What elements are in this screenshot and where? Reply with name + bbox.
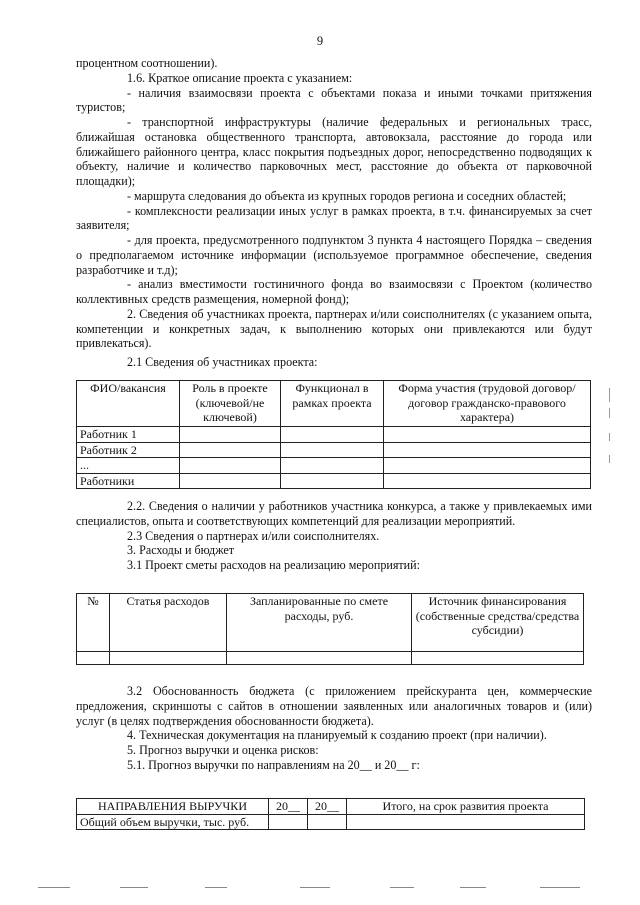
table-header: Итого, на срок развития проекта xyxy=(347,799,585,815)
paragraph: 1.6. Краткое описание проекта с указанием: xyxy=(127,70,353,85)
table-header: 20__ xyxy=(269,799,308,815)
table-cell: Работник 1 xyxy=(77,427,180,443)
page-number: 9 xyxy=(316,34,324,48)
table-header: Форма участия (трудовой договор/договор гражданско-правового характера) xyxy=(384,381,591,427)
table-row xyxy=(77,652,584,665)
paragraph: 5. Прогноз выручки и оценка рисков: xyxy=(127,743,319,757)
body-text xyxy=(76,56,592,370)
paragraph: - маршрута следования до объекта из крупных городов региона и соседних областей; xyxy=(127,188,567,203)
scan-margin-mark xyxy=(609,433,610,441)
paragraph: 4. Техническая документация на планируемый к созданию проект (при наличии). xyxy=(127,728,547,743)
scan-margin-mark xyxy=(609,455,610,463)
paragraph: процентном соотношении). xyxy=(76,56,218,70)
table-header: Источник финансирования (собственные средства/средства субсидии) xyxy=(412,594,584,652)
paragraph: 2.2. Сведения о наличии у работников участника конкурса, а также у привлекаемых ими специалистов, опыта и соответствующих компетенций для реализации мероприятий. xyxy=(76,499,592,528)
body-text xyxy=(76,499,592,573)
scan-noise-line xyxy=(390,887,414,888)
scan-noise-line xyxy=(300,887,330,888)
table-cell: Общий объем выручки, тыс. руб. xyxy=(77,814,269,830)
table-row xyxy=(77,458,591,474)
paragraph: - для проекта, предусмотренного подпунктом 3 пункта 4 настоящего Порядка – сведения о предполагаемом источнике информации (используемое программное обеспечение, сведения разработчике и т.д); xyxy=(76,233,592,277)
table-header: Роль в проекте (ключевой/не ключевой) xyxy=(180,381,281,427)
table-header: № xyxy=(77,594,110,652)
table-header: 20__ xyxy=(308,799,347,815)
revenue-table xyxy=(76,798,585,830)
subsection-heading: 2.1 Сведения об участниках проекта: xyxy=(127,355,318,369)
section-heading: 2. Сведения об участниках проекта, партнерах и/или соисполнителях (с указанием опыта, компетенции и конкретных задач, к выполнению которых они привлекаются или будут привлекаться). xyxy=(76,306,592,351)
paragraph: - наличия взаимосвязи проекта с объектами показа и иными точками притяжения туристов; xyxy=(76,85,592,115)
scan-margin-mark xyxy=(609,388,610,402)
paragraph: - комплексности реализации иных услуг в рамках проекта, в т.ч. финансируемых за счет заявителя; xyxy=(76,203,592,233)
table-row xyxy=(77,814,585,830)
table-header: Запланированные по смете расходы, руб. xyxy=(227,594,412,652)
budget-table xyxy=(76,593,584,665)
body-text xyxy=(76,684,592,773)
table-header: Статья расходов xyxy=(110,594,227,652)
table-cell: ... xyxy=(77,458,180,474)
scan-noise-line xyxy=(205,887,227,888)
table-header: Функционал в рамках проекта xyxy=(281,381,384,427)
table-cell: Работники xyxy=(77,473,180,489)
table-row xyxy=(77,442,591,458)
scan-noise-line xyxy=(120,887,148,888)
scan-margin-mark xyxy=(609,408,610,418)
participants-table xyxy=(76,380,591,489)
paragraph: 3.2 Обоснованность бюджета (с приложением прейскуранта цен, коммерческие предложения, скриншоты с сайтов в отношении заявленных или аналогичных товаров и (или) услуг (в целях подтверждения обоснованности бюджета). xyxy=(76,684,592,728)
scan-noise-line xyxy=(540,887,580,888)
section-heading: 3. Расходы и бюджет xyxy=(127,543,235,558)
table-row xyxy=(77,473,591,489)
scan-noise-line xyxy=(38,887,70,888)
paragraph: 5.1. Прогноз выручки по направлениям на 20__ и 20__ г: xyxy=(127,757,420,772)
table-header: НАПРАВЛЕНИЯ ВЫРУЧКИ xyxy=(77,799,269,815)
subsection-heading: 3.1 Проект сметы расходов на реализацию мероприятий: xyxy=(127,558,420,572)
paragraph: - анализ вместимости гостиничного фонда во взаимосвязи с Проектом (количество коллективных средств размещения, номерной фонд); xyxy=(76,277,592,306)
table-cell: Работник 2 xyxy=(77,442,180,458)
scan-noise-line xyxy=(460,887,486,888)
table-row xyxy=(77,427,591,443)
table-header: ФИО/вакансия xyxy=(77,381,180,427)
paragraph: 2.3 Сведения о партнерах и/или соисполнителях. xyxy=(127,528,380,543)
paragraph: - транспортной инфраструктуры (наличие федеральных и региональных трасс, ближайшая остановка общественного транспорта, автовокзала, расстояние до города или ближайшего районного центра, класс покрытия подъездных дорог, непосредственно подводящих к объекту, наличие и количество парковочных мест, расстояние до объекта от парковочной площадки); xyxy=(76,115,592,188)
